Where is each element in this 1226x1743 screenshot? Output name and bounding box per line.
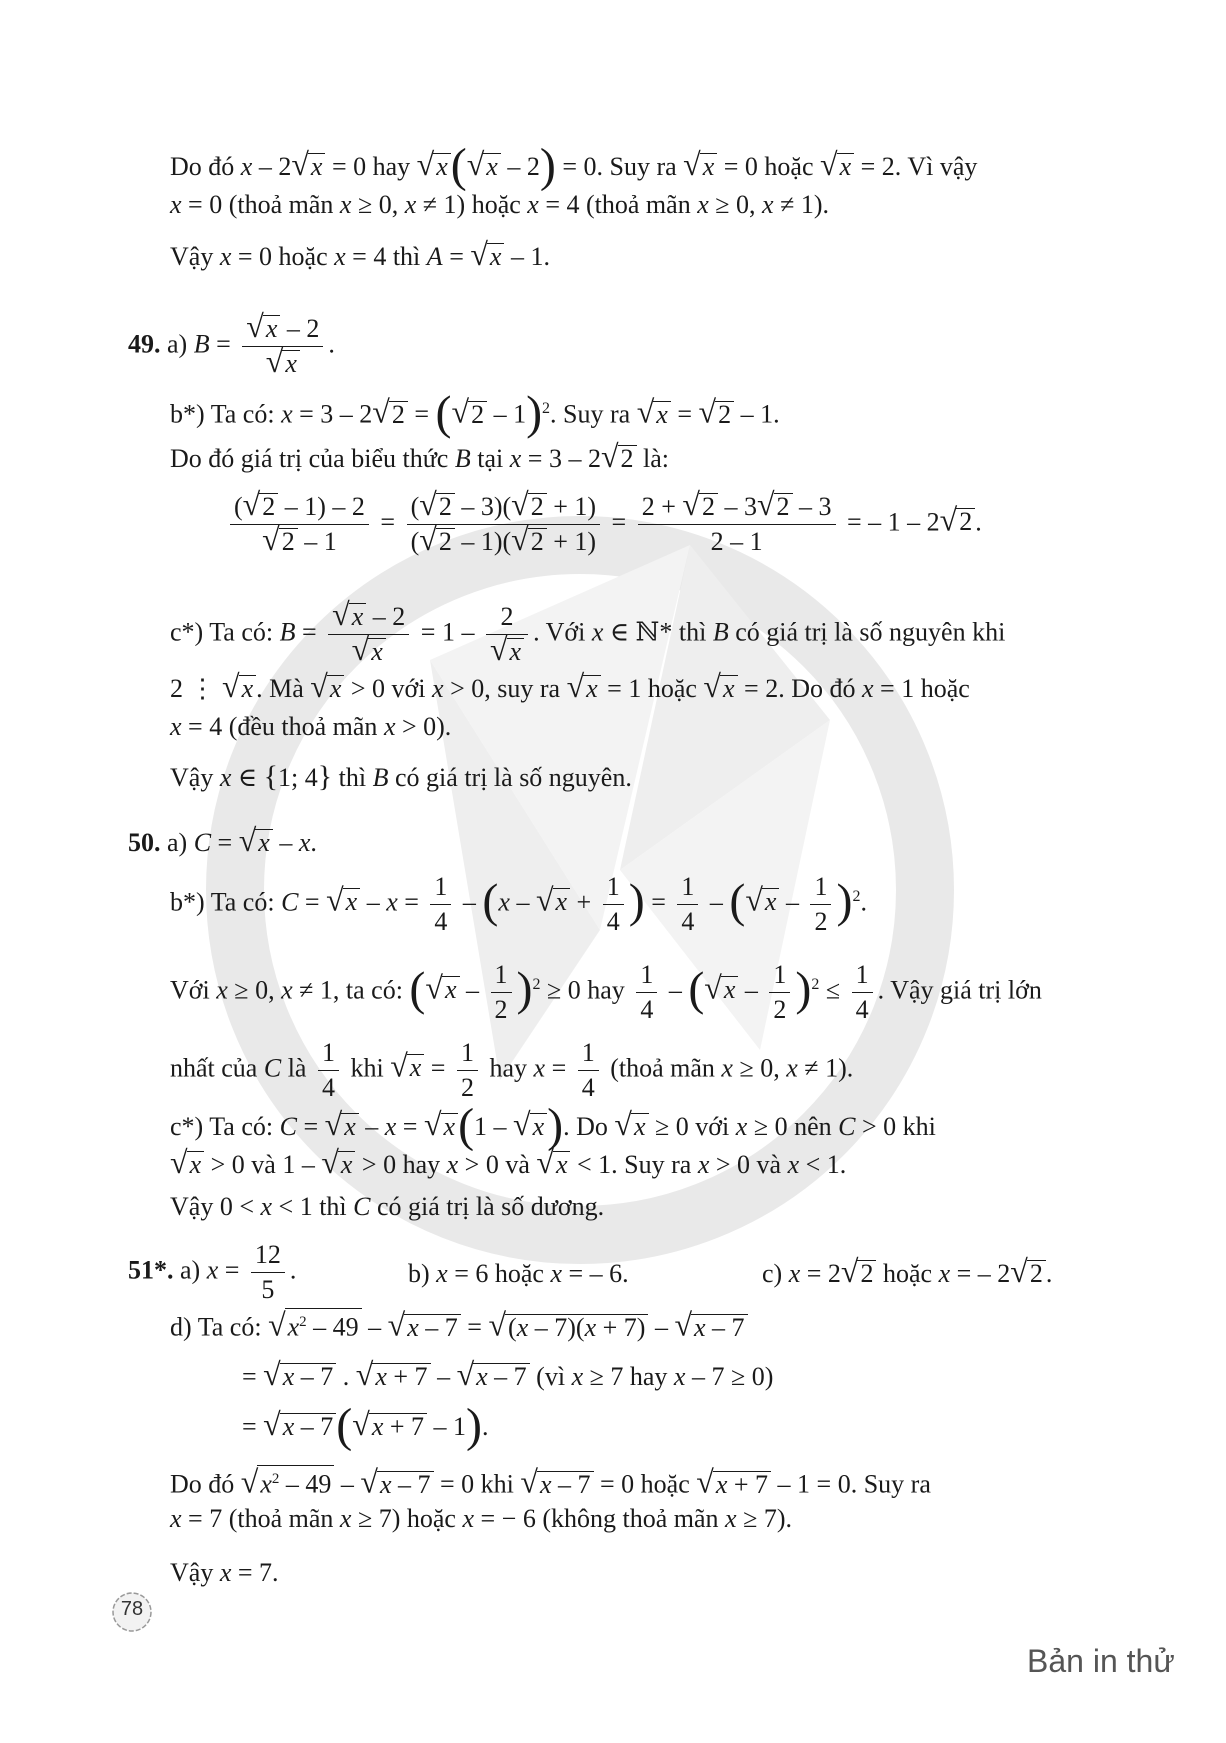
problem-51-d: d) Ta có: $√x^2 - 49 - √x - 7 = √(x - 7)(x + 7) - √x - 7$	[170, 1308, 748, 1345]
problem-50-a: 50. a) C = √x – x.	[128, 822, 317, 858]
problem-51-a: 51*. a) x = $\frac{12}{5}$ .	[128, 1240, 297, 1304]
problem-50-b3: nhất của C là $\frac{1}{4}$ khi √x = $\frac{1}{2}$ hay x = $\frac{1}{4}$ (thoả mãn x ≥ 0, x ≠ 1).	[170, 1038, 854, 1102]
problem-50-b: b*) Ta có: C = √x – x = $\frac{1}{4}$ – (x – √x + $\frac{1}{4}$ ) = $\frac{1}{4}$ – (√x – $\frac{1}{2}$ )$^2$.	[170, 872, 867, 936]
problem-49-b2: Do đó giá trị của biểu thức B tại x = 3 – 2√2 là:	[170, 438, 670, 474]
problem-51-d3: = √x – 7(√x + 7 – 1).	[242, 1399, 489, 1452]
problem-49-c: c*) Ta có: B = $\frac{√x - 2}{√x}$ = 1 – $\frac{2}{√x}$ . Với x ∈ ℕ* thì B có giá trị là số nguyên khi	[170, 596, 1006, 667]
problem-50-c: c*) Ta có: C = √x – x = √x(1 – √x). Do √x ≥ 0 với x ≥ 0 nên C > 0 khi	[170, 1099, 936, 1152]
problem-49-c2: 2 ⋮ √x . Mà √x > 0 với x > 0, suy ra √x = 1 hoặc √x = 2. Do đó x = 1 hoặc	[170, 668, 970, 704]
problem-49-label: 49.	[128, 329, 161, 359]
problem-49-c4: Vậy x ∈ {1; 4} thì B có giá trị là số nguyên.	[170, 760, 632, 793]
line-3: Vậy x = 0 hoặc x = 4 thì A = √x – 1.	[170, 236, 550, 272]
problem-50-c3: Vậy 0 < x < 1 thì C có giá trị là số dương.	[170, 1192, 605, 1221]
problem-50-c2: √x > 0 và 1 – √x > 0 hay x > 0 và √x < 1. Suy ra x > 0 và x < 1.	[170, 1144, 847, 1180]
problem-49-b: b*) Ta có: x = 3 – 2√2 = (√2 – 1)$^2$. Suy ra √x = √2 – 1.	[170, 386, 780, 440]
problem-50-label: 50.	[128, 828, 161, 857]
draft-print-label: Bản in thử	[1027, 1643, 1175, 1679]
problem-51-d5: x = 7 (thoả mãn x ≥ 7) hoặc x = − 6 (không thoả mãn x ≥ 7).	[170, 1504, 793, 1533]
problem-49-b3: $\frac{(√2 - 1) - 2}{√2 - 1}$ = $\frac{(√2 - 3)(√2 + 1)}{(√2 - 1)(√2 + 1)}$ = $\frac{2 + √2 - 3√2 - 3}{2 - 1}$ = – 1 – 2√2 .	[225, 490, 982, 559]
line-1: Do đó x – 2√x = 0 hay √x(√x – 2) = 0. Suy ra √x = 0 hoặc √x = 2. Vì vậy	[170, 139, 978, 192]
problem-51-d2: = √x – 7 . √x + 7 – √x – 7 (vì x ≥ 7 hay x – 7 ≥ 0)	[242, 1356, 774, 1392]
problem-51-b: b) x = 6 hoặc x = – 6.	[408, 1259, 629, 1288]
problem-49-c3: x = 4 (đều thoả mãn x > 0).	[170, 712, 452, 741]
problem-51-c: c) x = 2√2 hoặc x = – 2√2 .	[762, 1253, 1053, 1289]
line-2: x = 0 (thoả mãn x ≥ 0, x ≠ 1) hoặc x = 4 (thoả mãn x ≥ 0, x ≠ 1).	[170, 190, 830, 219]
problem-51-d6: Vậy x = 7.	[170, 1558, 279, 1587]
page-number: 78	[120, 1598, 144, 1620]
problem-50-b2: Với x ≥ 0, x ≠ 1, ta có: (√x – $\frac{1}{2}$ )$^2$ ≥ 0 hay $\frac{1}{4}$ – (√x – $\frac{1}{2}$ )$^2$ ≤ $\frac{1}{4}$ . Vậy giá trị lớn	[170, 960, 1042, 1024]
problem-51-label: 51*.	[128, 1255, 174, 1285]
problem-49-a: 49. a) B = $\frac{√x - 2}{√x}$ .	[128, 308, 335, 379]
problem-51-d4: Do đó $√x^2 - 49 - √x - 7 = 0$ khi √x – 7 = 0 hoặc √x + 7 – 1 = 0. Suy ra	[170, 1463, 931, 1500]
